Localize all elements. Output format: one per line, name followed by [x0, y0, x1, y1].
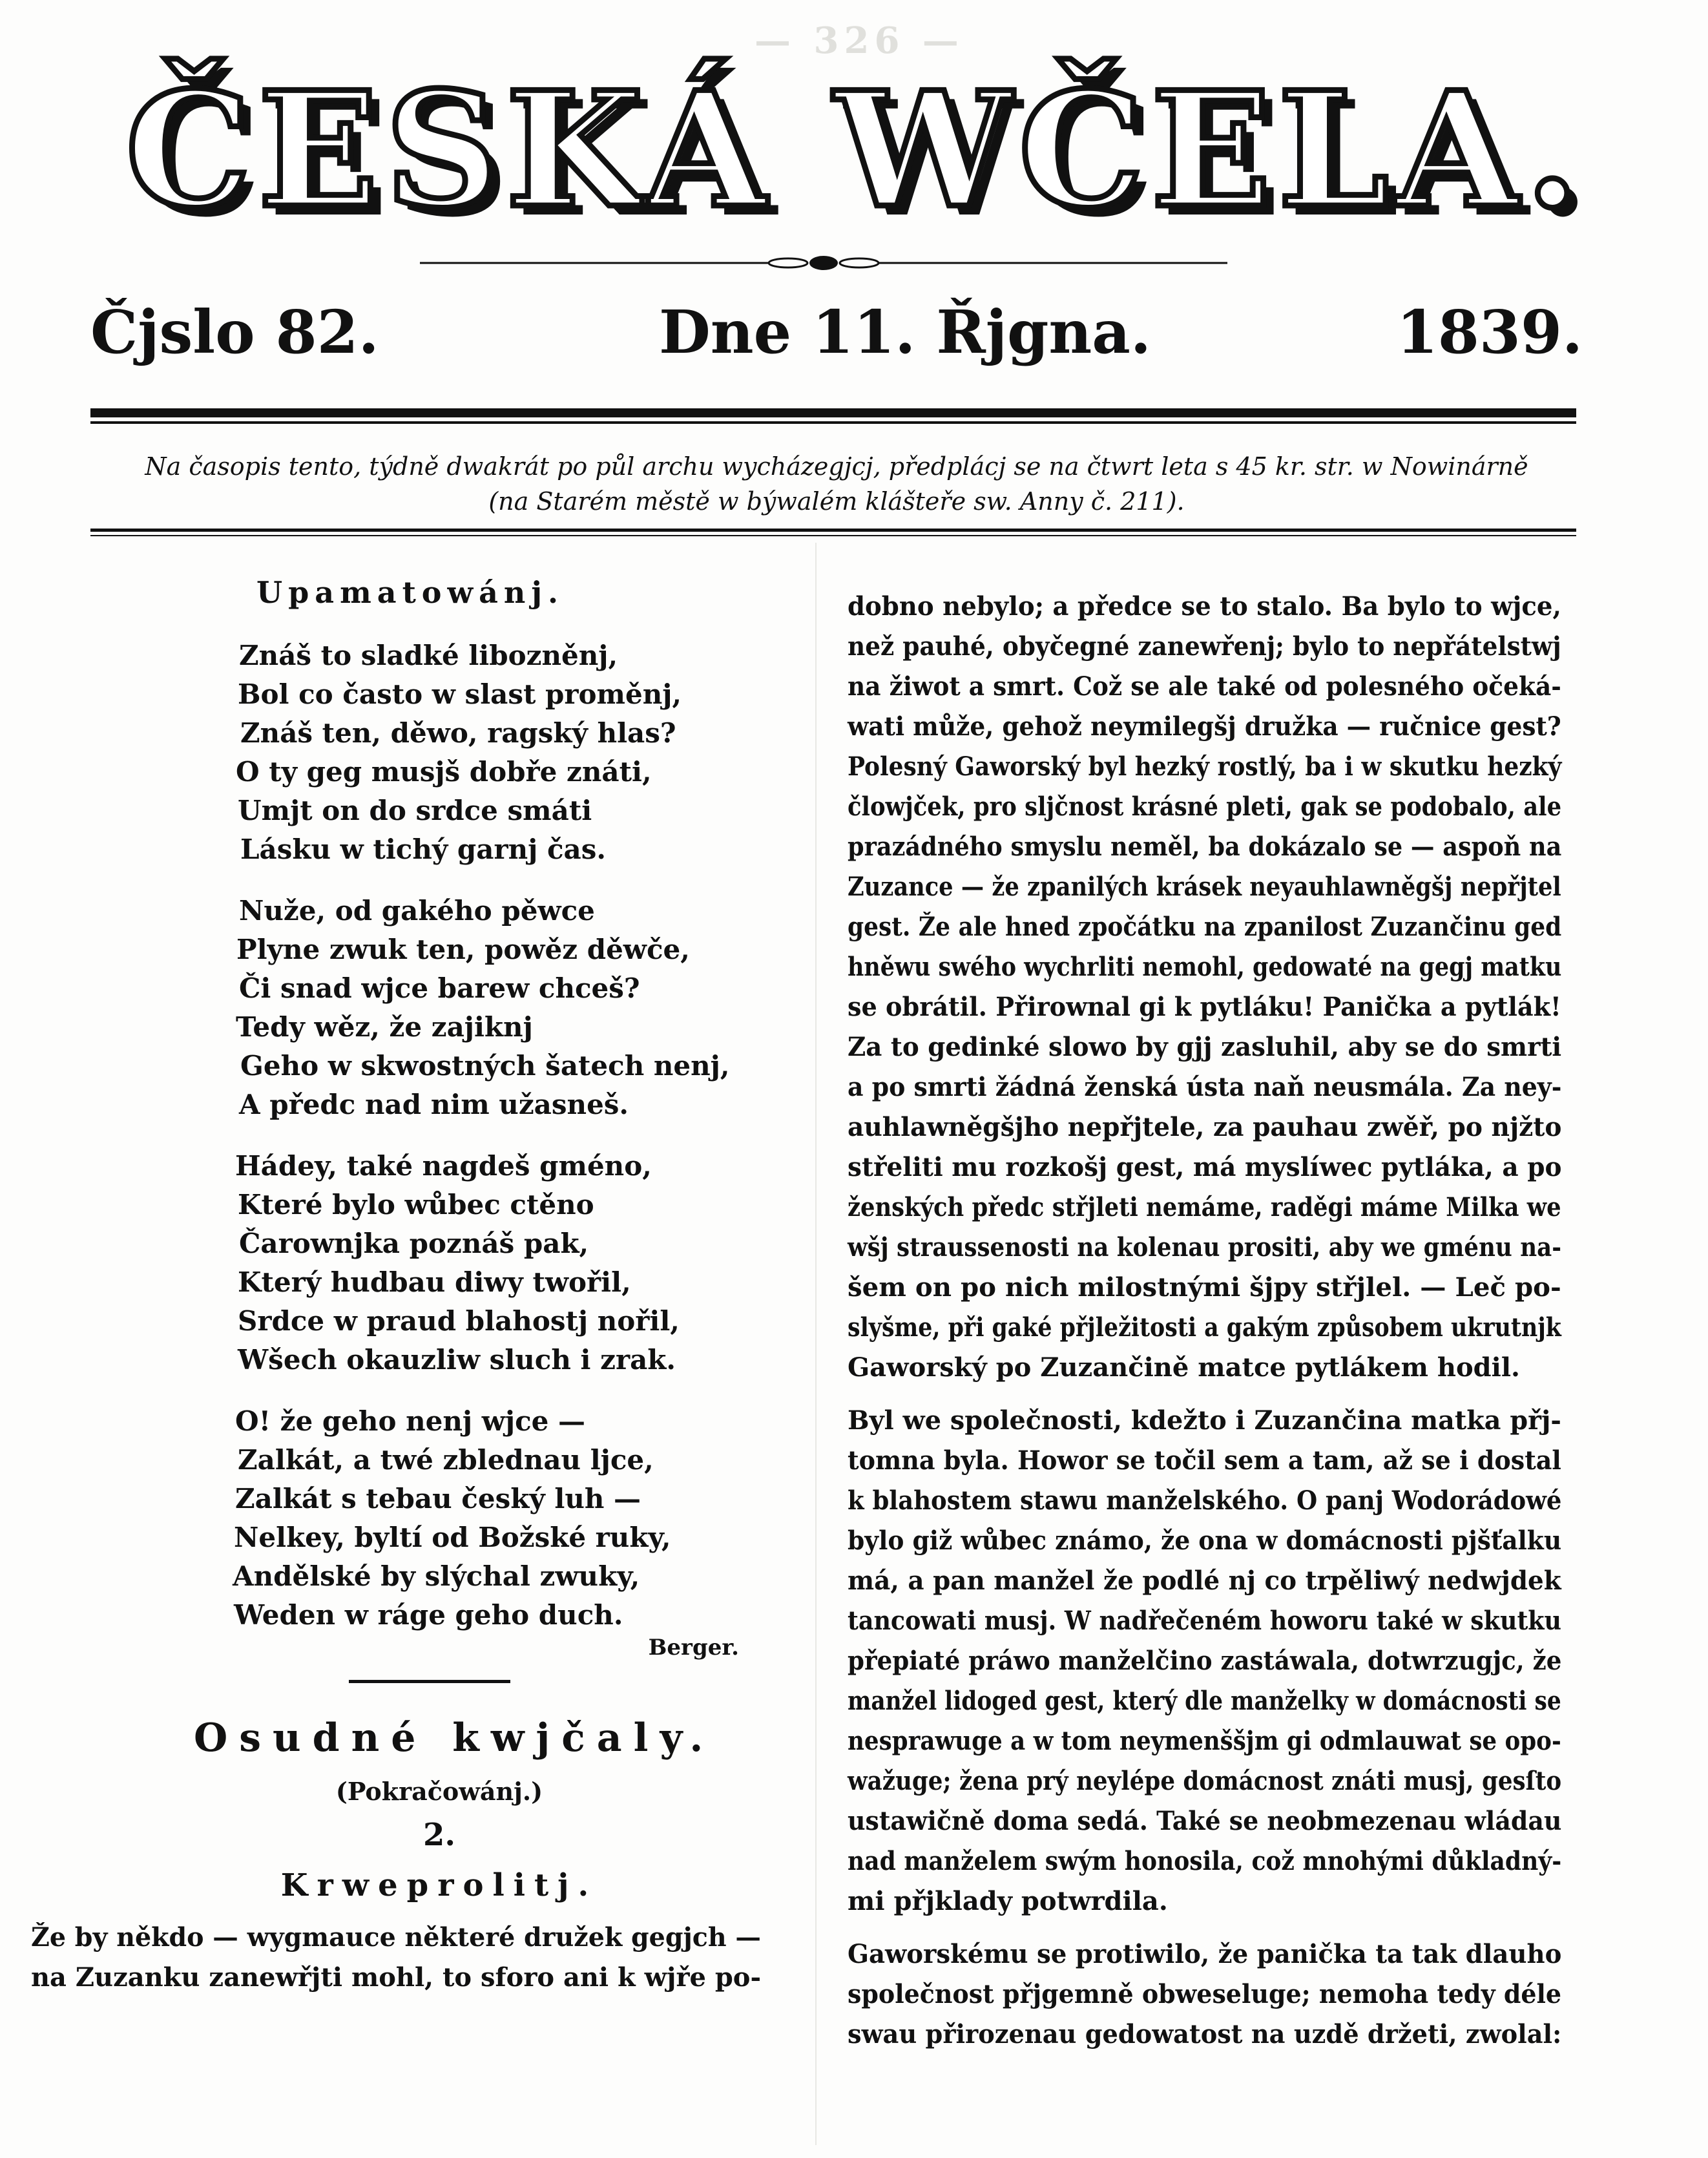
poem-line: Znáš to sladké libozněnj,	[239, 640, 618, 671]
story-line: Gaworskému se protiwilo, že panička ta tak dlauho	[848, 1939, 1562, 1969]
poem-line: Plyne zwuk ten, powěz děwče,	[236, 934, 690, 965]
column-divider	[815, 543, 817, 2145]
page-number: — 326 —	[755, 19, 964, 62]
issue-line	[90, 297, 1583, 368]
subscription-line-2: (na Starém městě w býwalém klášteře sw. Anny č. 211).	[488, 487, 1185, 516]
poem-line: Či snad wjce barew chceš?	[239, 972, 640, 1004]
poem-author: Berger.	[648, 1635, 739, 1660]
issue-date: Dne 11. Řjgna.	[659, 297, 1151, 367]
poem-line: Bol co často w slast proměnj,	[238, 678, 682, 710]
story-line: šem on po nich milostnými šjpy střjlel. — Leč po-	[848, 1272, 1561, 1303]
story-line: se obrátil. Přirownal gi k pytláku! Panička a pytlák!	[848, 992, 1561, 1022]
story-line: člowjček, pro sljčnost krásné pleti, gak se podobalo, ale	[848, 791, 1562, 822]
issue-year: 1839.	[1396, 297, 1583, 367]
story-line: manžel lidoged gest, který dle manželky w domácnosti se	[848, 1686, 1561, 1716]
poem-line: Nuže, od gakého pěwce	[239, 895, 595, 927]
poem-line: Weden w ráge geho duch.	[234, 1599, 623, 1631]
header-bottom-rule	[90, 529, 1576, 532]
story-line: Zuzance — že zpanilých krásek neyauhlawněgšj nepřjtel	[848, 872, 1561, 902]
thin-rule	[90, 421, 1576, 424]
story-line: na žiwot a smrt. Což se ale také od polesného očeká-	[848, 671, 1561, 702]
story-line: Polesný Gaworský byl hezký rostlý, ba i w skutku hezký	[848, 751, 1562, 782]
poem-line: O! že geho nenj wjce —	[235, 1405, 585, 1437]
ornament-divider	[420, 253, 1227, 273]
poem-line: O ty geg musjš dobře znáti,	[236, 756, 652, 788]
poem-line: Hádey, také nagdeš gméno,	[235, 1150, 652, 1182]
header-bottom-thin-rule	[90, 535, 1576, 536]
issue-number: Čjslo 82.	[90, 297, 379, 367]
story-line: prazádného smyslu neměl, ba dokázalo se — aspoň na	[848, 832, 1562, 862]
poem-line: Znáš ten, děwo, ragský hlas?	[240, 717, 676, 749]
story-line: dobno nebylo; a předce se to stalo. Ba bylo to wjce,	[848, 591, 1561, 622]
story-line: přepiaté práwo manželčino zastáwala, dotwrzugjc, že	[848, 1646, 1562, 1676]
story-line: mi přjklady potwrdila.	[848, 1886, 1168, 1916]
story-line: wšj straussenosti na kolenau prositi, aby we gménu na-	[848, 1232, 1562, 1262]
story-title: Osudné kwjčaly.	[194, 1715, 715, 1761]
poem-line: Wšech okauzliw sluch i zrak.	[238, 1344, 676, 1376]
continuation-note: (Pokračowánj.)	[335, 1777, 543, 1806]
story-line: wažuge; žena prý neylépe domácnost znáti musj, gesſto	[848, 1766, 1562, 1796]
poem-line: A předc nad nim užasneš.	[239, 1089, 629, 1120]
poem-line: Srdce w praud blahostj nořil,	[238, 1305, 680, 1337]
subscription-line-1: Na časopis tento, týdně dwakrát po půl archu wycházegjcj, předplácj se na čtwrt leta s 45 kr. str. w Nowinárně	[145, 452, 1528, 481]
poem-line: Zalkát s tebau český luh —	[235, 1483, 641, 1514]
poem-line: Které bylo wůbec ctěno	[238, 1189, 594, 1220]
story-line: gest. Že ale hned zpočátku na zpanilost Zuzančinu ged	[848, 912, 1562, 942]
masthead-title: ČESKÁ WČELA.	[125, 57, 1587, 243]
story-line: bylo giž wůbec známo, že ona w domácnosti pjšťalku	[848, 1525, 1562, 1556]
story-line: má, a pan manžel že podlé nj co trpěliwý nedwjdek	[848, 1566, 1561, 1596]
poem-line: Andělské by slýchal zwuky,	[233, 1560, 640, 1592]
poem-line: Tedy wěz, že zajiknj	[236, 1011, 533, 1043]
story-line: tancowati musj. W nadřečeném howoru také w skutku	[848, 1606, 1562, 1636]
poem-line: Umjt on do srdce smáti	[238, 795, 592, 826]
subscription-notice	[97, 449, 1576, 519]
story-line: k blahostem stawu manželského. O panj Wodorádowé	[848, 1485, 1562, 1516]
story-line: wati může, gehož neymilegšj družka — ručnice gest?	[848, 711, 1561, 742]
story-line: Gaworský po Zuzančině matce pytlákem hodil.	[848, 1352, 1520, 1383]
poem-line: Geho w skwostných šatech nenj,	[240, 1050, 730, 1082]
story-line: auhlawněgšjho nepřjtele, za pauhau zwěř, po njžto	[848, 1112, 1562, 1142]
story-line: swau přirozenau gedowatost na uzdě držeti, zwolal:	[848, 2019, 1562, 2049]
story-line: střeliti mu rozkošj gest, má myslíwec pytláka, a po	[848, 1152, 1562, 1182]
thick-rule	[90, 408, 1576, 417]
story-line: než pauhé, obyčegné zanewřenj; bylo to nepřátelstwj	[848, 631, 1561, 662]
chapter-number: 2.	[422, 1817, 456, 1853]
section-rule	[349, 1680, 510, 1683]
poem-title: Upamatowánj.	[256, 575, 564, 610]
poem-line: Lásku w tichý garnj čas.	[240, 833, 607, 865]
poem-line: Zalkát, a twé zblednau ljce,	[238, 1444, 654, 1476]
story-line: Za to gedinké slowo by gjj zasluhil, aby se do smrti	[848, 1032, 1562, 1062]
story-line: ženských předc střjleti nemáme, raděgi máme Milka we	[848, 1192, 1561, 1222]
poem-line: Čarownjka poznáš pak,	[239, 1228, 589, 1259]
story-line: ustawičně doma sedá. Také se neobmezenau wládau	[848, 1806, 1562, 1836]
story-line: nesprawuge a w tom neymenššjm gi odmlauwat se opo-	[848, 1726, 1561, 1756]
story-line: Byl we společnosti, kdežto i Zuzančina matka přj-	[848, 1405, 1561, 1436]
poem-line: Který hudbau diwy twořil,	[238, 1266, 631, 1298]
chapter-title: Krweprolitj.	[280, 1867, 598, 1903]
story-line: slyšme, při gaké přjležitosti a gakým způsobem ukrutnjk	[848, 1312, 1561, 1343]
poem-line: Nelkey, byltí od Božské ruky,	[234, 1522, 671, 1553]
story-line: nad manželem swým honosila, což mnohými důkladný-	[848, 1846, 1562, 1876]
story-line: a po smrti žádná ženská ústa naň neusmála. Za ney-	[848, 1072, 1562, 1102]
story-line: Že by někdo — wygmauce některé družek gegjch —	[31, 1922, 761, 1953]
story-line: na Zuzanku zanewřjti mohl, to sforo ani k wjře po-	[31, 1962, 762, 1993]
story-line: tomna byla. Howor se točil sem a tam, až se i dostal	[848, 1445, 1561, 1476]
story-line: hněwu swého wychrliti nemohl, gedowaté na gegj matku	[848, 952, 1562, 982]
story-line: společnost přjgemně obweseluge; nemoha tedy déle	[848, 1979, 1562, 2009]
